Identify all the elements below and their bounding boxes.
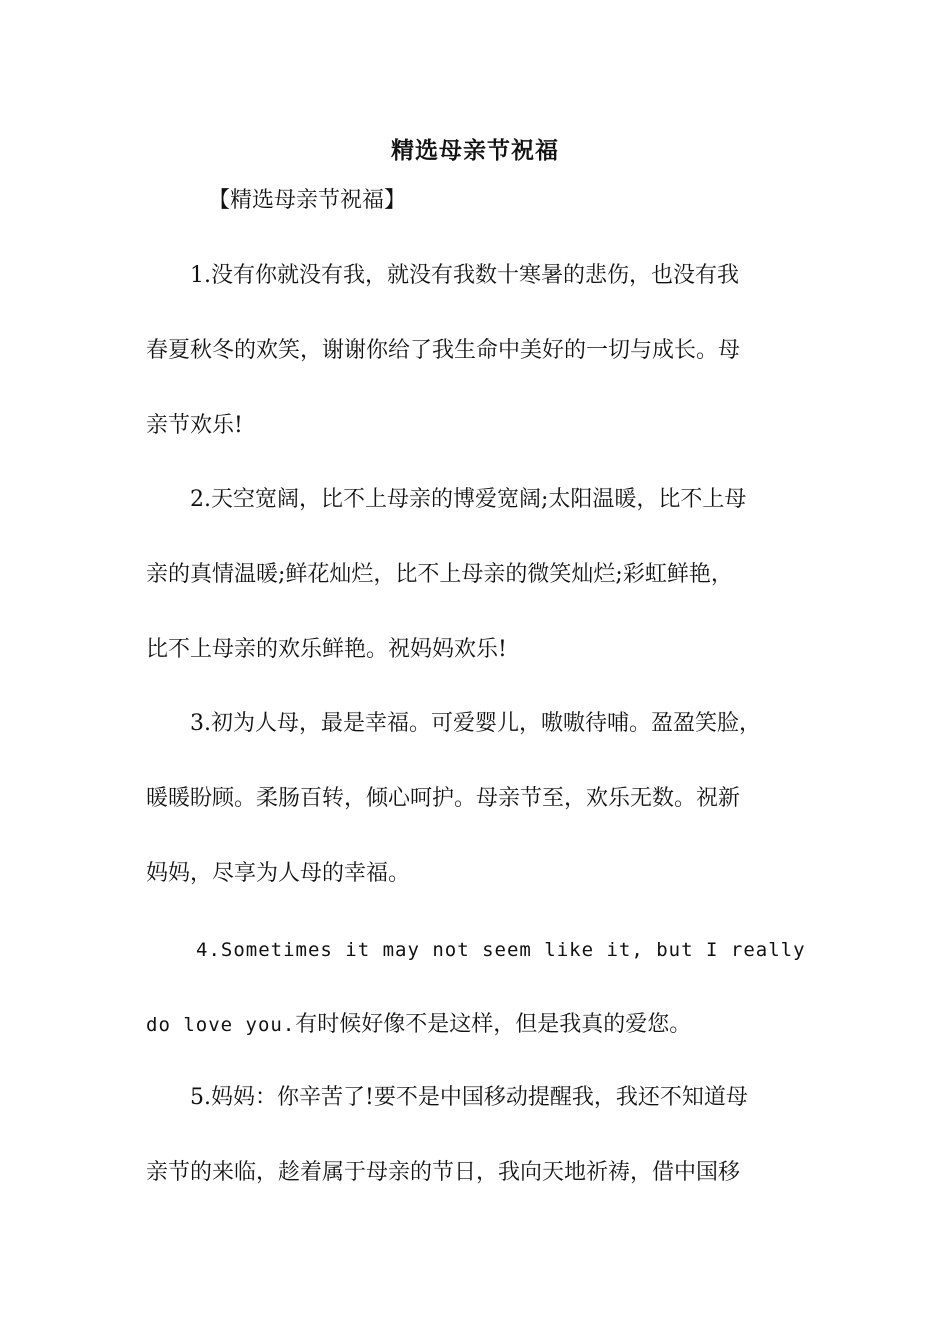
paragraph-1-line-1: 1.没有你就没有我，就没有我数十寒暑的悲伤，也没有我	[190, 263, 739, 288]
paragraph-4-line-2-chinese: 有时候好像不是这样，但是我真的爱您。	[295, 1012, 692, 1037]
paragraph-4-line-1: 4.Sometimes it may not seem like it, but I really	[196, 939, 806, 961]
paragraph-3-line-2: 暖暖盼顾。柔肠百转，倾心呵护。母亲节至，欢乐无数。祝新	[146, 786, 741, 811]
document-subtitle: 【精选母亲节祝福】	[208, 188, 407, 213]
paragraph-3-line-3: 妈妈，尽享为人母的幸福。	[146, 861, 411, 886]
paragraph-3-line-1: 3.初为人母，最是幸福。可爱婴儿，嗷嗷待哺。盈盈笑脸，	[190, 711, 761, 736]
paragraph-4-line-2	[146, 1009, 691, 1041]
paragraph-2-line-2: 亲的真情温暖;鲜花灿烂，比不上母亲的微笑灿烂;彩虹鲜艳，	[146, 562, 733, 587]
paragraph-1-line-3: 亲节欢乐!	[146, 413, 243, 438]
paragraph-5-line-1: 5.妈妈：你辛苦了!要不是中国移动提醒我，我还不知道母	[190, 1085, 748, 1110]
document-title: 精选母亲节祝福	[391, 137, 559, 164]
paragraph-5-line-2: 亲节的来临，趁着属于母亲的节日，我向天地祈祷，借中国移	[146, 1160, 741, 1185]
paragraph-2-line-1: 2.天空宽阔，比不上母亲的博爱宽阔;太阳温暖，比不上母	[190, 487, 747, 512]
paragraph-4-line-2-english: do love you.	[146, 1014, 296, 1036]
paragraph-1-line-2: 春夏秋冬的欢笑，谢谢你给了我生命中美好的一切与成长。母	[146, 338, 741, 363]
paragraph-2-line-3: 比不上母亲的欢乐鲜艳。祝妈妈欢乐!	[146, 637, 507, 662]
